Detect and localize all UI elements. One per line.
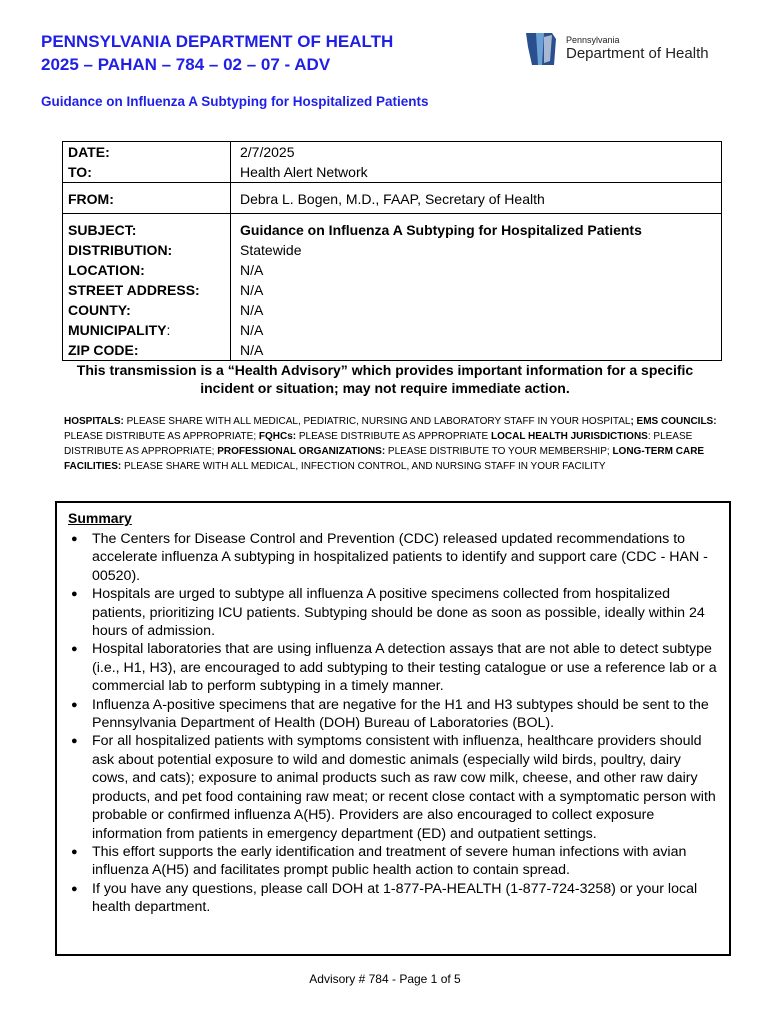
- list-item: [68, 696, 720, 733]
- bullet-icon: ●: [71, 882, 78, 895]
- list-item: [68, 640, 720, 695]
- county-label: COUNTY:: [63, 300, 231, 320]
- page-footer: Advisory # 784 - Page 1 of 5: [309, 972, 461, 986]
- title-line-1: PENNSYLVANIA DEPARTMENT OF HEALTH: [41, 32, 394, 51]
- distribution-instructions: [64, 414, 724, 474]
- list-item: [68, 530, 720, 585]
- list-item-text: If you have any questions, please call DOH at 1-877-PA-HEALTH (1-877-724-3258) or your local health department.: [92, 880, 698, 916]
- municipality-colon: :: [166, 322, 171, 338]
- list-item: [68, 732, 720, 842]
- zip-code-label: ZIP CODE:: [63, 340, 231, 361]
- bullet-icon: ●: [71, 588, 78, 601]
- distribution-label: DISTRIBUTION:: [63, 240, 231, 260]
- advisory-line-1: This transmission is a “Health Advisory” which provides important information for a specific: [76, 362, 694, 378]
- fqhc-text: PLEASE DISTRIBUTE AS APPROPRIATE: [296, 431, 491, 442]
- to-value: Health Alert Network: [231, 162, 722, 183]
- bullet-icon: ●: [71, 698, 78, 711]
- location-label: LOCATION:: [63, 260, 231, 280]
- summary-list: [68, 530, 720, 917]
- document-title: [41, 30, 393, 76]
- list-item-text: Hospital laboratories that are using influenza A detection assays that are not able to detect subtype (i.e., H1, H3), are encouraged to add subtyping to their testing catalogue or use a reference lab or a commercial lab to perform subtyping in a timely manner.: [92, 641, 717, 695]
- subject-value: Guidance on Influenza A Subtyping for Hospitalized Patients: [231, 214, 722, 241]
- list-item: [68, 880, 720, 917]
- summary-box: [55, 501, 731, 956]
- hospitals-text: PLEASE SHARE WITH ALL MEDICAL, PEDIATRIC, NURSING AND LABORATORY STAFF IN YOUR HOSPITAL: [123, 416, 631, 427]
- bullet-icon: ●: [71, 845, 78, 858]
- lhj-label: LOCAL HEALTH JURISDICTIONS: [490, 431, 648, 442]
- summary-title: Summary: [68, 510, 132, 526]
- zip-code-value: N/A: [231, 340, 722, 361]
- list-item: [68, 843, 720, 880]
- location-value: N/A: [231, 260, 722, 280]
- lhj-text: : PLEASE DISTRIBUTE AS APPROPRIATE;: [64, 431, 693, 457]
- date-label: DATE:: [63, 142, 231, 163]
- document-subtitle: Guidance on Influenza A Subtyping for Hospitalized Patients: [41, 94, 429, 109]
- title-line-2: 2025 – PAHAN – 784 – 02 – 07 - ADV: [41, 55, 331, 74]
- bullet-icon: ●: [71, 735, 78, 748]
- list-item-text: The Centers for Disease Control and Prevention (CDC) released updated recommendations to accelerate influenza A subtyping in hospitalized patients to identify and support care (CDC - HAN - 00520).: [92, 531, 708, 584]
- prof-org-text: PLEASE DISTRIBUTE TO YOUR MEMBERSHIP;: [385, 446, 613, 457]
- fqhc-label: FQHCs:: [258, 431, 297, 442]
- municipality-value: N/A: [231, 320, 722, 340]
- ltc-text: PLEASE SHARE WITH ALL MEDICAL, INFECTION CONTROL, AND NURSING STAFF IN YOUR FACILITY: [121, 461, 606, 472]
- advisory-line-2: incident or situation; may not require immediate action.: [200, 380, 570, 396]
- subject-label: SUBJECT:: [63, 214, 231, 241]
- from-label: FROM:: [63, 183, 231, 214]
- prof-org-label: PROFESSIONAL ORGANIZATIONS:: [217, 446, 386, 457]
- list-item-text: Influenza A-positive specimens that are negative for the H1 and H3 subtypes should be sent to the Pennsylvania Department of Health (DOH) Bureau of Laboratories (BOL).: [92, 696, 709, 732]
- hospitals-label: HOSPITALS:: [64, 416, 124, 427]
- municipality-label-text: MUNICIPALITY: [68, 322, 167, 338]
- pa-doh-logo: [522, 31, 712, 67]
- ltc-label: LONG-TERM CARE FACILITIES:: [64, 446, 705, 472]
- from-value: Debra L. Bogen, M.D., FAAP, Secretary of Health: [231, 183, 722, 214]
- list-item-text: This effort supports the early identification and treatment of severe human infections with avian influenza A(H5) and facilitates prompt public health action to contain spread.: [92, 843, 687, 879]
- ems-text: PLEASE DISTRIBUTE AS APPROPRIATE;: [64, 431, 259, 442]
- street-address-value: N/A: [231, 280, 722, 300]
- list-item-text: Hospitals are urged to subtype all influenza A positive specimens collected from hospitalized patients, prioritizing ICU patients. Subtyping should be done as soon as possible, ideally within 24 hours of admission.: [92, 586, 705, 640]
- bullet-icon: ●: [71, 533, 78, 545]
- list-item: [68, 585, 720, 640]
- advisory-notice: [0, 361, 770, 397]
- distribution-value: Statewide: [231, 240, 722, 260]
- keystone-icon: [522, 31, 562, 67]
- date-value: 2/7/2025: [231, 142, 722, 163]
- bullet-icon: ●: [71, 643, 78, 656]
- logo-line-1: Pennsylvania: [566, 35, 620, 45]
- municipality-label: [63, 320, 231, 340]
- to-label: TO:: [63, 162, 231, 183]
- logo-line-2: Department of Health: [566, 45, 709, 62]
- county-value: N/A: [231, 300, 722, 320]
- memo-header-table: [62, 141, 722, 361]
- ems-label: ; EMS COUNCILS:: [630, 416, 717, 427]
- street-address-label: STREET ADDRESS:: [63, 280, 231, 300]
- list-item-text: For all hospitalized patients with symptoms consistent with influenza, healthcare providers should ask about potential exposure to wild and domestic animals (especially wild birds, poultry, dairy cows, and cats); exposure to animal products such as raw cow milk, cheese, and other raw dairy products, and pet food containing raw meat; or recent close contact with a symptomatic person with probable or confirmed influenza A(H5). Providers are also encouraged to collect exposure information from patients in emergency department (ED) and outpatient settings.: [92, 733, 716, 842]
